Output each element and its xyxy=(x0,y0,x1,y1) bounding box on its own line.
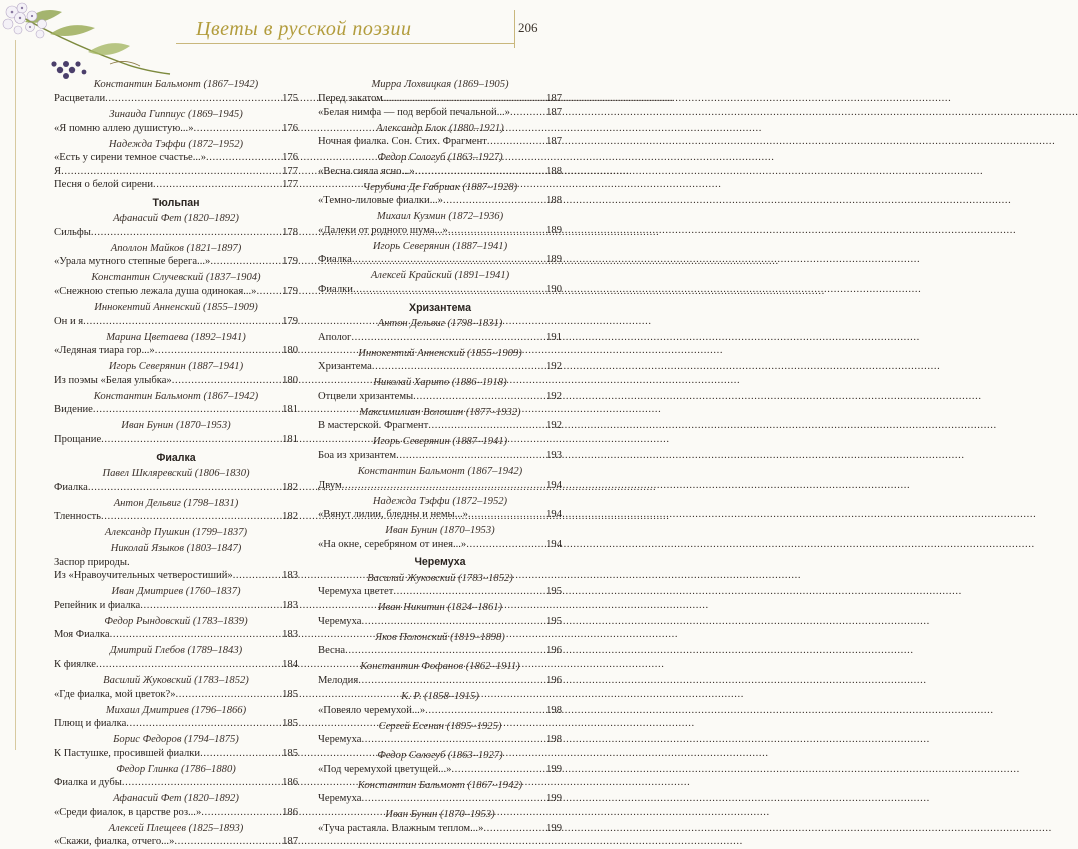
entry-page-number: 194 xyxy=(546,509,562,521)
toc-entry[interactable] xyxy=(318,253,562,267)
author-name: Василий Жуковский (1783–1852) xyxy=(367,572,513,584)
poem-title: «Темно-лиловые фиалки...» xyxy=(318,195,443,207)
leader-dots xyxy=(96,658,281,672)
leader-dots xyxy=(483,822,545,836)
poem-title: Фиалка xyxy=(54,481,88,493)
entry-page-number: 183 xyxy=(282,570,298,582)
author-name: Константин Бальмонт (1867–1942) xyxy=(93,79,259,91)
entry-page-number: 184 xyxy=(282,659,298,670)
toc-entry[interactable] xyxy=(318,615,562,629)
leader-dots xyxy=(353,283,545,297)
leader-dots xyxy=(393,585,545,599)
leader-dots xyxy=(122,776,281,790)
toc-entry[interactable] xyxy=(54,344,298,358)
entry-page-number: 182 xyxy=(282,481,298,493)
poem-title: Фиалка xyxy=(318,254,352,266)
entry-page-number: 176 xyxy=(282,122,298,134)
author-name: Игорь Северянин (1887–1941) xyxy=(108,361,244,373)
author-name: Яков Полонский (1819–1898) xyxy=(375,631,505,643)
header-rule xyxy=(176,43,514,44)
toc-entry[interactable] xyxy=(54,776,298,790)
poem-title: В мастерской. Фрагмент xyxy=(318,420,429,432)
poem-title: Двум xyxy=(318,479,342,491)
entry-page-number: 179 xyxy=(282,286,298,298)
toc-entry[interactable] xyxy=(54,178,298,192)
toc-entry[interactable] xyxy=(54,92,298,106)
author-name: Федор Сологуб (1863–1927) xyxy=(377,750,503,762)
toc-entry[interactable] xyxy=(54,688,298,702)
author-name: Михаил Дмитриев (1796–1866) xyxy=(105,704,247,716)
toc-entry-line xyxy=(54,556,298,570)
leader-dots xyxy=(428,419,545,433)
toc-entry[interactable] xyxy=(318,644,562,658)
entry-page-number: 191 xyxy=(546,331,562,343)
poem-title: Сильфы xyxy=(54,226,91,238)
entry-page-number: 187 xyxy=(546,136,562,148)
poem-title: «Я помню аллею душистую...» xyxy=(54,122,194,134)
leader-dots xyxy=(361,615,545,629)
toc-entry[interactable] xyxy=(318,106,562,120)
toc-entry[interactable] xyxy=(318,733,562,747)
toc-entry[interactable] xyxy=(318,331,562,345)
section-heading: Тюльпан xyxy=(152,196,200,209)
leader-dots xyxy=(61,165,281,179)
author-name: Антон Дельвиг (1798–1831) xyxy=(377,318,503,330)
leader-dots xyxy=(201,806,281,820)
entry-page-number: 180 xyxy=(282,374,298,386)
toc-entry[interactable] xyxy=(54,717,298,731)
author-name: Зинаида Гиппиус (1869–1945) xyxy=(109,108,243,120)
poem-title: К Пастушке, просившей фиалки xyxy=(54,747,201,759)
poem-title: Тленность xyxy=(54,511,101,523)
author-name: Афанасий Фет (1820–1892) xyxy=(113,213,239,225)
section-heading: Хризантема xyxy=(409,301,471,314)
entry-page-number: 177 xyxy=(282,179,298,191)
poem-title: «Туча растаяла. Влажным теплом...» xyxy=(318,822,484,834)
author-name: Черубина Де Габриак (1887–1928) xyxy=(362,181,518,193)
poem-title: Прощание xyxy=(54,433,102,445)
toc-entry[interactable] xyxy=(318,585,562,599)
toc-entry[interactable] xyxy=(318,135,562,149)
author-name: Сергей Есенин (1895–1925) xyxy=(378,720,502,732)
poem-title: Отцвели хризантемы xyxy=(318,390,414,402)
leader-dots xyxy=(93,403,281,417)
poem-title: Я xyxy=(54,165,62,177)
entry-page-number: 194 xyxy=(546,479,562,491)
entry-page-number: 196 xyxy=(546,645,562,657)
leader-dots xyxy=(468,508,545,522)
lilac-flower-icon xyxy=(0,0,175,88)
leader-dots xyxy=(361,792,545,806)
poem-title: Хризантема xyxy=(318,361,372,373)
author-name: Константин Бальмонт (1867–1942) xyxy=(357,465,523,477)
leader-dots xyxy=(256,285,281,299)
toc-entry[interactable] xyxy=(54,658,298,672)
leader-dots xyxy=(358,674,545,688)
toc-entry[interactable] xyxy=(54,481,298,495)
author-name: Максимилиан Волошин (1877–1932) xyxy=(359,406,521,418)
leader-dots xyxy=(210,255,281,269)
entry-page-number: 180 xyxy=(282,345,298,357)
author-name: Николай Языков (1803–1847) xyxy=(110,543,242,555)
poem-title: Из «Нравоучительных четверостиший» xyxy=(54,570,233,582)
entry-page-number: 183 xyxy=(282,599,298,611)
leader-dots xyxy=(83,315,281,329)
entry-page-number: 183 xyxy=(282,629,298,641)
toc-entry[interactable] xyxy=(318,360,562,374)
leader-dots xyxy=(448,224,545,238)
entry-page-number: 192 xyxy=(546,420,562,432)
poem-title: «Белая нимфа — под вербой печальной...» xyxy=(318,106,510,118)
author-name: Константин Бальмонт (1867–1942) xyxy=(357,779,523,791)
leader-dots xyxy=(345,644,545,658)
author-name: Константин Бальмонт (1867–1942) xyxy=(93,390,259,402)
author-name: Федор Сологуб (1863–1927) xyxy=(377,152,503,164)
poem-title: Черемуха xyxy=(318,734,362,746)
author-name: Федор Рындовский (1783–1839) xyxy=(104,615,248,627)
poem-title: «Среди фиалок, в царстве роз...» xyxy=(54,806,202,818)
entry-page-number: 199 xyxy=(546,793,562,805)
poem-title: «Ледяная тиара гор...» xyxy=(54,345,155,357)
poem-title: Фиалка и дубы xyxy=(54,777,122,789)
toc-entry[interactable] xyxy=(318,92,562,106)
toc-entry[interactable] xyxy=(318,224,562,238)
leader-dots xyxy=(233,569,281,583)
leader-dots xyxy=(383,92,545,106)
entry-page-number: 189 xyxy=(546,224,562,236)
author-name: Марина Цветаева (1892–1941) xyxy=(106,331,246,343)
toc-entry[interactable] xyxy=(54,226,298,240)
poem-title: «Повеяло черемухой...» xyxy=(318,704,426,716)
leader-dots xyxy=(396,449,545,463)
leader-dots xyxy=(140,599,281,613)
leader-dots xyxy=(172,374,281,388)
leader-dots xyxy=(413,390,545,404)
toc-entry[interactable] xyxy=(54,628,298,642)
entry-page-number: 195 xyxy=(546,586,562,598)
poem-title: «Скажи, фиалка, отчего...» xyxy=(54,836,175,848)
poem-title: «Весна сияла ясно...» xyxy=(318,165,415,177)
poem-title: Черемуха xyxy=(318,793,362,805)
author-name: Иван Бунин (1870–1953) xyxy=(385,809,495,821)
entry-page-number: 192 xyxy=(546,390,562,402)
leader-dots xyxy=(101,433,281,447)
leader-dots xyxy=(110,628,282,642)
toc-entry[interactable] xyxy=(318,508,562,522)
toc-entry[interactable] xyxy=(318,763,562,777)
entry-page-number: 189 xyxy=(546,254,562,266)
poem-title: «Есть у сирени темное счастье...» xyxy=(54,152,206,164)
entry-page-number: 187 xyxy=(546,92,562,104)
section-heading: Фиалка xyxy=(156,451,196,464)
entry-page-number: 181 xyxy=(282,433,298,445)
poem-title: «Снежною степью лежала душа одинокая...» xyxy=(54,286,257,298)
leader-dots xyxy=(174,835,281,849)
toc-entry[interactable] xyxy=(318,822,562,836)
author-name: Николай Харито (1886–1918) xyxy=(373,377,507,389)
author-name: Александр Пушкин (1799–1837) xyxy=(104,527,248,539)
entry-page-number: 177 xyxy=(282,165,298,177)
toc-entry[interactable] xyxy=(318,165,562,179)
entry-page-number: 185 xyxy=(282,688,298,700)
poem-title: «Под черемухой цветущей...» xyxy=(318,763,452,775)
leader-dots xyxy=(443,194,545,208)
author-name: Павел Шкляревский (1806–1830) xyxy=(102,467,250,479)
poem-title: «На окне, серебряном от инея...» xyxy=(318,538,467,550)
author-name: Игорь Северянин (1887–1941) xyxy=(372,240,508,252)
leader-dots xyxy=(487,135,545,149)
author-name: Василий Жуковский (1783–1852) xyxy=(103,674,249,686)
header-rule-vertical xyxy=(514,10,515,48)
toc-entry[interactable] xyxy=(54,151,298,165)
author-name: Иван Бунин (1870–1953) xyxy=(121,420,231,432)
author-name: Иван Никитин (1824–1861) xyxy=(377,602,503,614)
toc-entry[interactable] xyxy=(54,285,298,299)
leader-dots xyxy=(451,763,545,777)
entry-page-number: 178 xyxy=(282,226,298,238)
poem-title: Перед закатом xyxy=(318,92,383,104)
author-name: Дмитрий Глебов (1789–1843) xyxy=(109,645,243,657)
toc-entry[interactable] xyxy=(318,194,562,208)
poem-title: Черемуха xyxy=(318,615,362,627)
author-name: Борис Федоров (1794–1875) xyxy=(113,734,239,746)
entry-page-number: 185 xyxy=(282,747,298,759)
leader-dots xyxy=(425,704,545,718)
page-frame-line xyxy=(15,40,16,750)
leader-dots xyxy=(176,688,282,702)
poem-title: Мелодия xyxy=(318,674,359,686)
author-name: Михаил Кузмин (1872–1936) xyxy=(376,211,504,223)
toc-entry[interactable] xyxy=(318,792,562,806)
toc-entry[interactable] xyxy=(318,419,562,433)
poem-title: Он и я xyxy=(54,315,84,327)
toc-entry[interactable] xyxy=(318,390,562,404)
entry-page-number: 196 xyxy=(546,674,562,686)
poem-title: Видение xyxy=(54,404,93,416)
author-name: Алексей Плещеев (1825–1893) xyxy=(108,822,244,834)
entry-page-number: 179 xyxy=(282,256,298,268)
poem-title: К фиялке xyxy=(54,659,96,670)
poem-title: Весна xyxy=(318,645,346,657)
entry-page-number: 194 xyxy=(546,538,562,550)
poem-title: Плющ и фиалка xyxy=(54,718,127,730)
entry-page-number: 188 xyxy=(546,165,562,177)
author-name: Иван Дмитриев (1760–1837) xyxy=(111,586,241,598)
poem-title: Заспор природы. xyxy=(54,556,130,568)
toc-left-column xyxy=(54,76,298,849)
author-name: Надежда Тэффи (1872–1952) xyxy=(372,495,508,507)
toc-entry[interactable] xyxy=(318,479,562,493)
author-name: Иван Бунин (1870–1953) xyxy=(385,525,495,537)
toc-entry[interactable] xyxy=(54,835,298,849)
toc-entry[interactable] xyxy=(54,599,298,613)
entry-page-number: 198 xyxy=(546,734,562,746)
entry-page-number: 181 xyxy=(282,404,298,416)
author-name: К. Р. (1858–1915) xyxy=(401,690,479,702)
author-name: Иннокентий Анненский (1855–1909) xyxy=(358,347,522,359)
toc-entry[interactable] xyxy=(54,165,298,179)
toc-entry[interactable] xyxy=(318,449,562,463)
author-name: Надежда Тэффи (1872–1952) xyxy=(108,138,244,150)
entry-page-number: 199 xyxy=(546,822,562,834)
toc-entry[interactable] xyxy=(54,510,298,524)
poem-title: Фиалки xyxy=(318,284,353,296)
toc-entry[interactable] xyxy=(54,433,298,447)
running-title: Цветы в русской поэзии xyxy=(196,18,412,40)
toc-entry[interactable] xyxy=(54,374,298,388)
author-name: Мирра Лохвицкая (1869–1905) xyxy=(371,79,509,91)
entry-page-number: 193 xyxy=(546,449,562,461)
leader-dots xyxy=(351,331,545,345)
entry-page-number: 195 xyxy=(546,615,562,627)
poem-title: Аполог xyxy=(318,331,352,343)
leader-dots xyxy=(206,151,281,165)
poem-title: Ночная фиалка. Сон. Стих. Фрагмент xyxy=(318,136,487,148)
entry-page-number: 198 xyxy=(546,704,562,716)
entry-page-number: 190 xyxy=(546,284,562,296)
leader-dots xyxy=(342,479,545,493)
entry-page-number: 185 xyxy=(282,718,298,730)
poem-title: Моя Фиалка xyxy=(54,629,110,641)
poem-title: Расцветали xyxy=(54,92,106,104)
leader-dots xyxy=(91,226,281,240)
leader-dots xyxy=(126,717,281,731)
entry-page-number: 192 xyxy=(546,361,562,373)
author-name: Федор Глинка (1786–1880) xyxy=(116,763,236,775)
toc-entry[interactable] xyxy=(54,569,298,583)
author-name: Антон Дельвиг (1798–1831) xyxy=(113,497,239,509)
poem-title: «Далеки от родного шума...» xyxy=(318,224,448,236)
entry-page-number: 176 xyxy=(282,152,298,164)
author-name: Игорь Северянин (1887–1941) xyxy=(372,436,508,448)
toc-entry[interactable] xyxy=(54,403,298,417)
leader-dots xyxy=(352,253,545,267)
author-name: Александр Блок (1880–1921) xyxy=(376,122,504,134)
entry-page-number: 187 xyxy=(546,106,562,118)
poem-title: Из поэмы «Белая улыбка» xyxy=(54,374,172,386)
toc-entry[interactable] xyxy=(318,674,562,688)
entry-page-number: 187 xyxy=(282,836,298,848)
entry-page-number: 179 xyxy=(282,315,298,327)
poem-title: «Вянут лилии, бледны и немы...» xyxy=(318,509,468,521)
toc-entry[interactable] xyxy=(54,122,298,136)
toc-entry[interactable] xyxy=(54,315,298,329)
leader-dots xyxy=(88,481,281,495)
page-number: 206 xyxy=(518,20,538,35)
leader-dots xyxy=(105,92,281,106)
poem-title: «Урала мутного степные берега...» xyxy=(54,256,211,268)
toc-entry[interactable] xyxy=(54,255,298,269)
toc-entry[interactable] xyxy=(54,747,298,761)
leader-dots xyxy=(155,344,281,358)
entry-page-number: 188 xyxy=(546,195,562,207)
leader-dots xyxy=(101,510,281,524)
poem-title: Боа из хризантем xyxy=(318,449,397,461)
poem-title: Репейник и фиалка xyxy=(54,599,141,611)
author-name: Аполлон Майков (1821–1897) xyxy=(110,242,242,254)
entry-page-number: 186 xyxy=(282,777,298,789)
poem-title: Песня о белой сирени xyxy=(54,179,154,191)
leader-dots xyxy=(361,733,545,747)
entry-page-number: 182 xyxy=(282,511,298,523)
section-heading: Черемуха xyxy=(414,556,466,569)
entry-page-number: 175 xyxy=(282,92,298,104)
leader-dots xyxy=(200,747,281,761)
entry-page-number: 199 xyxy=(546,763,562,775)
author-name: Константин Случевский (1837–1904) xyxy=(91,272,261,284)
toc-entry[interactable] xyxy=(318,283,562,297)
author-name: Афанасий Фет (1820–1892) xyxy=(113,793,239,805)
poem-title: «Где фиалка, мой цветок?» xyxy=(54,688,176,700)
toc-entry[interactable] xyxy=(318,704,562,718)
leader-dots xyxy=(372,360,545,374)
author-name: Алексей Крайский (1891–1941) xyxy=(370,270,510,282)
page-header xyxy=(0,0,600,62)
leader-dots xyxy=(153,178,281,192)
author-name: Иннокентий Анненский (1855–1909) xyxy=(94,302,258,314)
poem-title: Черемуха цветет xyxy=(318,586,394,598)
toc-entry[interactable] xyxy=(54,806,298,820)
leader-dots xyxy=(510,106,545,120)
entry-page-number: 186 xyxy=(282,806,298,818)
toc-entry[interactable] xyxy=(318,538,562,552)
leader-dots xyxy=(194,122,282,136)
author-name: Константин Фофанов (1862–1911) xyxy=(360,661,520,673)
leader-dots xyxy=(466,538,545,552)
toc-right-column xyxy=(318,76,562,835)
leader-dots xyxy=(415,165,545,179)
